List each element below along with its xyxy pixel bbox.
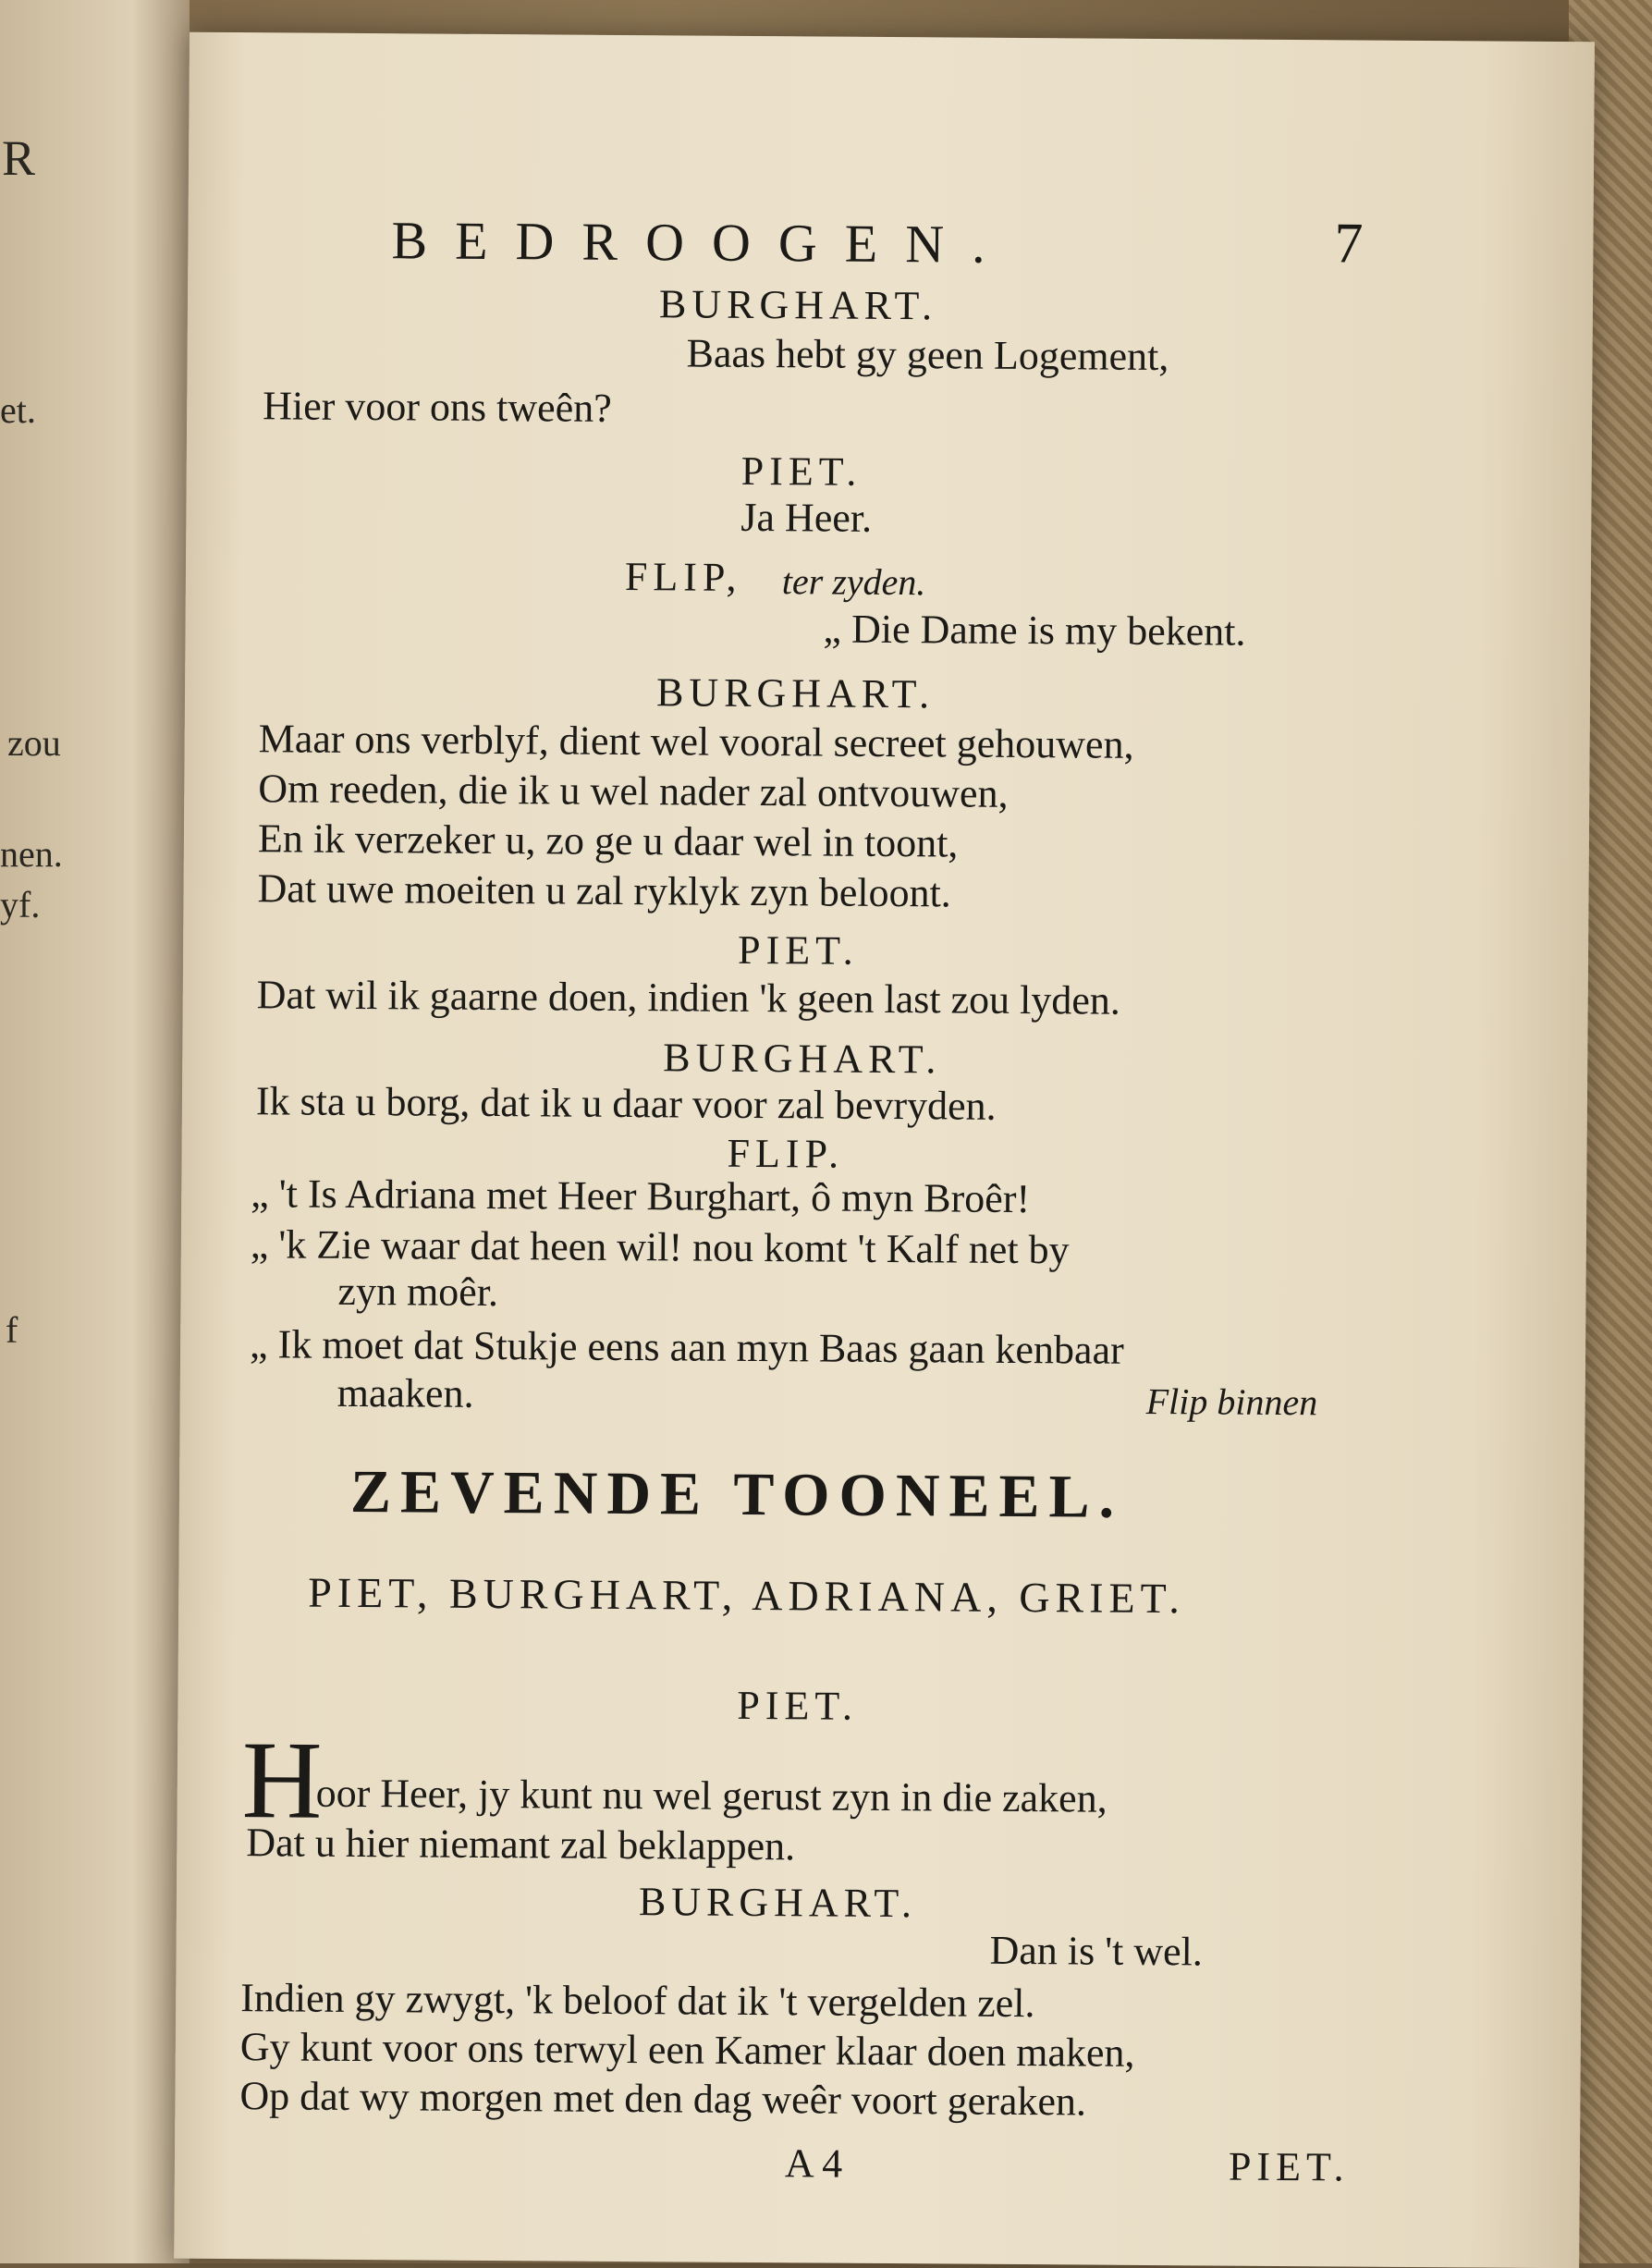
verse-line: zyn moêr. — [337, 1268, 499, 1316]
verse-line: Dat wil ik gaarne doen, indien 'k geen last zou lyden. — [256, 972, 1121, 1024]
scene-title: ZEVENDE TOONEEL. — [349, 1457, 1124, 1531]
verse-line: Om reeden, die ik u wel nader zal ontvouwen, — [258, 766, 1009, 816]
stage-direction: Flip binnen — [1145, 1379, 1318, 1424]
verse-line: „ 't Is Adriana met Heer Burghart, ô myn Broêr! — [251, 1171, 1031, 1222]
speaker-name: BURGHART. — [663, 1035, 942, 1083]
left-fragment: R — [2, 130, 36, 186]
speaker-name: PIET. — [740, 447, 863, 495]
verse-line: oor Heer, jy kunt nu wel gerust zyn in die zaken, — [315, 1770, 1107, 1821]
speaker-name: BURGHART. — [655, 669, 936, 717]
verse-line: Hier voor ons tweên? — [263, 383, 612, 431]
verse-line: „ 'k Zie waar dat heen wil! nou komt 't Kalf net by — [250, 1221, 1070, 1273]
cast-list: PIET, BURGHART, ADRIANA, GRIET. — [308, 1568, 1185, 1623]
speaker-name: BURGHART. — [658, 281, 938, 329]
verse-line: maaken. — [337, 1369, 474, 1416]
verse-line: Gy kunt voor ons terwyl een Kamer klaar doen maken, — [239, 2024, 1135, 2076]
drop-cap: H — [241, 1718, 323, 1842]
left-fragment: yf. — [0, 884, 41, 926]
verse-line: Baas hebt gy geen Logement, — [686, 330, 1169, 380]
speaker-name: PIET. — [737, 926, 859, 974]
speaker-name: FLIP. — [727, 1130, 845, 1177]
catchword: PIET. — [1228, 2143, 1350, 2190]
verse-line: En ik verzeker u, zo ge u daar wel in toont, — [257, 815, 959, 866]
signature-mark: A 4 — [784, 2140, 843, 2187]
verse-line: Maar ons verblyf, dient wel vooral secreet gehouwen, — [258, 716, 1134, 767]
left-fragment: nen. — [0, 833, 63, 875]
verse-line: Dan is 't wel. — [989, 1927, 1204, 1975]
speaker-name: BURGHART. — [638, 1879, 918, 1927]
speaker-name: FLIP, — [624, 553, 742, 600]
verse-line: Op dat wy morgen met den dag weêr voort geraken. — [239, 2073, 1087, 2125]
left-fragment: et. — [0, 389, 36, 431]
verse-line: Ja Heer. — [740, 494, 873, 541]
left-page — [0, 0, 190, 2263]
verse-line: Dat u hier niemant zal beklappen. — [246, 1820, 796, 1870]
book-page — [174, 32, 1595, 2268]
speaker-name: PIET. — [737, 1682, 859, 1729]
verse-line: Ik sta u borg, dat ik u daar voor zal bevryden. — [255, 1078, 997, 1129]
verse-line: Dat uwe moeiten u zal ryklyk zyn beloont. — [257, 865, 951, 916]
page-number: 7 — [1334, 212, 1364, 276]
verse-line: „ Ik moet dat Stukje eens aan myn Baas gaan kenbaar — [249, 1321, 1124, 1373]
verse-line: Indien gy zwygt, 'k beloof dat ik 't vergelden zel. — [240, 1975, 1035, 2027]
left-fragment: zou — [7, 722, 61, 764]
running-head: BEDROOGEN. — [391, 210, 1013, 275]
stage-direction: ter zyden. — [781, 560, 926, 604]
verse-line: „ Die Dame is my bekent. — [823, 606, 1246, 655]
left-fragment: f — [6, 1309, 18, 1351]
